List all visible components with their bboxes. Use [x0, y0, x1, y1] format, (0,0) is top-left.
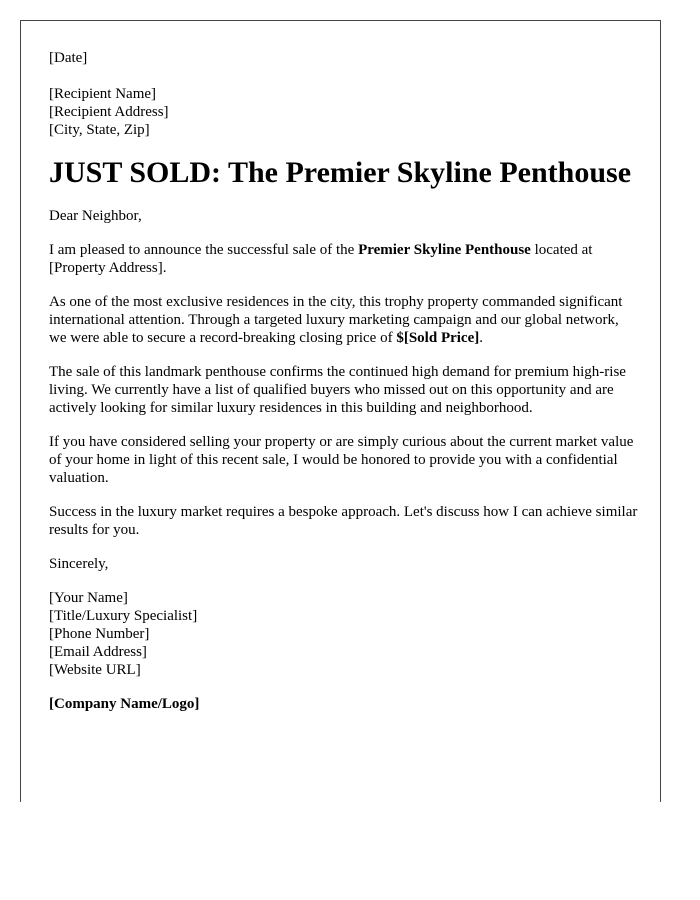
signature-phone: [Phone Number]	[49, 626, 150, 642]
letter-page	[20, 20, 661, 802]
greeting: Dear Neighbor,	[49, 208, 142, 224]
signature-block	[49, 589, 639, 679]
paragraph-announcement-text-1: I am pleased to announce the successful sale of the	[49, 242, 359, 258]
signature-website: [Website URL]	[49, 662, 141, 678]
signature-email: [Email Address]	[49, 644, 147, 660]
paragraph-announcement-text-2: located at [Property Address].	[49, 242, 593, 276]
recipient-city: [City, State, Zip]	[49, 122, 150, 138]
closing: Sincerely,	[49, 556, 109, 572]
company-name: [Company Name/Logo]	[49, 696, 200, 712]
letter-date: [Date]	[49, 50, 88, 66]
paragraph-demand: The sale of this landmark penthouse confirms the continued high demand for premium high-rise living. We currently have a list of qualified buyers who missed out on this opportunity and are actively looking for similar luxury residences in this building and neighborhood.	[49, 364, 626, 416]
signature-title: [Title/Luxury Specialist]	[49, 608, 198, 624]
paragraph-call-to-action: Success in the luxury market requires a bespoke approach. Let's discuss how I can achieve similar results for you.	[49, 504, 638, 538]
letter-title: JUST SOLD: The Premier Skyline Penthouse	[49, 156, 632, 189]
paragraph-sale-text-1: As one of the most exclusive residences in the city, this trophy property commanded significant international attention. Through a targeted luxury marketing campaign and our global network, we were able to secure a record-breaking closing price of	[49, 294, 623, 346]
property-name: Premier Skyline Penthouse	[358, 242, 531, 258]
recipient-address: [Recipient Address]	[49, 104, 169, 120]
paragraph-valuation-offer: If you have considered selling your property or are simply curious about the current market value of your home in light of this recent sale, I would be honored to provide you with a confidential valuation.	[49, 434, 634, 486]
sold-price: $[Sold Price]	[396, 330, 480, 346]
recipient-block	[49, 85, 639, 139]
paragraph-sale-details	[49, 293, 639, 347]
letter-content	[49, 49, 639, 713]
paragraph-sale-text-2: .	[479, 330, 483, 346]
signature-name: [Your Name]	[49, 590, 128, 606]
paragraph-announcement	[49, 241, 639, 277]
recipient-name: [Recipient Name]	[49, 86, 157, 102]
